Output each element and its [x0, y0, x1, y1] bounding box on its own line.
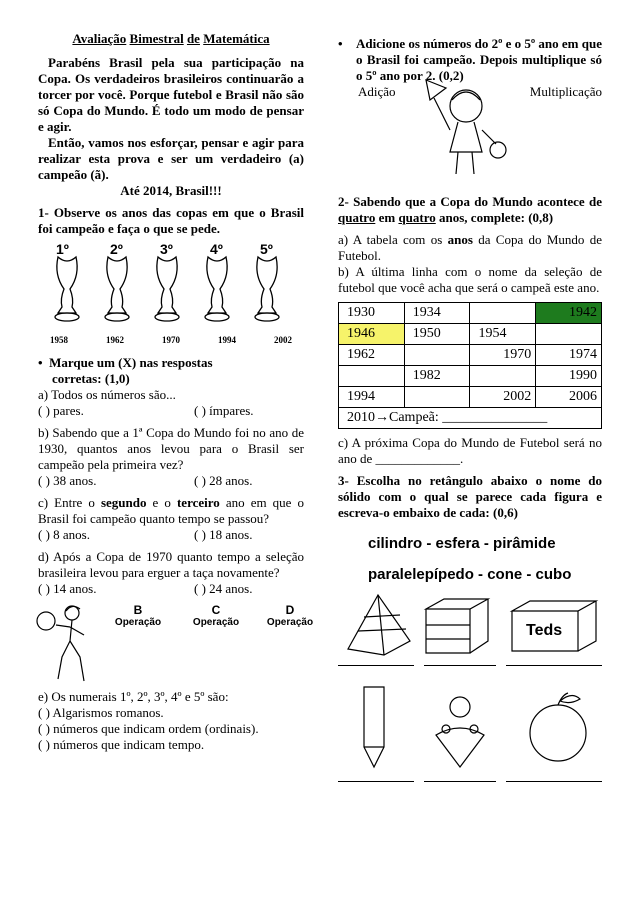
mult-label: Multiplicação	[529, 84, 602, 99]
question-2a: a) A tabela com os anos da Copa do Mundo de Futebol.	[338, 232, 602, 263]
table-cell: 1950	[404, 324, 470, 345]
table-cell: 1994	[339, 387, 405, 408]
option-e3: ( ) números que indicam tempo.	[38, 737, 205, 752]
question-2c: c) A próxima Copa do Mundo de Futebol será no ano de _____________.	[338, 435, 602, 466]
rank-label: 3º	[160, 241, 173, 257]
ice-cream-cone-icon	[430, 689, 490, 769]
solid-names-2: paralelepípedo - cone - cubo	[368, 566, 572, 583]
table-cell: 1962	[339, 345, 405, 366]
table-cell	[470, 303, 536, 324]
orange-icon	[528, 689, 588, 769]
option-e2: ( ) números que indicam ordem (ordinais).	[38, 721, 259, 736]
question-e: e) Os numerais 1º, 2º, 3º, 4º e 5º são:	[38, 689, 229, 704]
table-cell: 1990	[536, 366, 602, 387]
answer-line	[506, 781, 602, 782]
add-mult-area	[338, 84, 602, 188]
operation-d: D Operação	[266, 603, 314, 628]
crate-icon	[422, 595, 494, 657]
answer-line	[506, 665, 602, 666]
operation-b: B Operação	[114, 603, 162, 628]
question-3: 3- Escolha no retângulo abaixo o nome do sólido com o qual se parece cada figura e escreva-o embaixo de cada: (0,6)	[338, 473, 602, 520]
options-c: ( ) 8 anos. ( ) 18 anos.	[38, 527, 253, 542]
table-row	[339, 387, 602, 408]
mark-instruction-2: corretas: (1,0)	[52, 371, 130, 386]
trophy-icons	[38, 255, 304, 325]
table-row	[339, 408, 602, 429]
table-row	[339, 345, 602, 366]
table-last-row: 2010→Campeã: _______________	[339, 408, 602, 429]
table-cell	[339, 366, 405, 387]
intro-text: Parabéns Brasil pela sua participação na Copa. Os verdadeiros brasileiros continuarão a torcer por você. Porque futebol e Brasil não são só Copa do Mundo. É todo um modo de pensar e agir.	[38, 55, 304, 134]
table-cell: 1970	[470, 345, 536, 366]
monica-character-icon	[416, 74, 516, 188]
table-cell: 1930	[339, 303, 405, 324]
answer-line	[338, 665, 414, 666]
question-2b: b) A última linha com o nome da seleção de futebol que você acha que será o campeã este ano.	[338, 264, 602, 295]
solids-figures	[338, 593, 602, 813]
teds-box-icon	[508, 597, 600, 655]
left-column	[38, 0, 314, 753]
rank-label: 4º	[210, 241, 223, 257]
page-title: Avaliação Bimestral de Matemática	[72, 31, 270, 46]
add-label: Adição	[358, 84, 396, 99]
girl-soccer-icon	[32, 601, 102, 687]
question-b: b) Sabendo que a 1ª Copa do Mundo foi no ano de 1930, quantos anos levou para o Brasil ser campeão pela primeira vez?	[38, 425, 304, 472]
table-cell: 1982	[404, 366, 470, 387]
rank-label: 1º	[56, 241, 69, 257]
operations-area	[38, 597, 314, 687]
intro-text-3: Até 2014, Brasil!!!	[120, 183, 222, 198]
box-brand-text: Teds	[526, 622, 563, 639]
question-1: 1- Observe os anos das copas em que o Brasil foi campeão e faça o que se pede.	[38, 205, 304, 236]
table-cell: 1934	[404, 303, 470, 324]
table-cell: 1954	[470, 324, 536, 345]
pencil-icon	[360, 685, 390, 769]
copa-table	[338, 302, 602, 429]
question-c: c) Entre o segundo e o terceiro ano em que o Brasil foi campeão quanto tempo se passou?	[38, 495, 304, 526]
operation-c: C Operação	[192, 603, 240, 628]
table-cell	[536, 324, 602, 345]
table-cell: 1946	[339, 324, 405, 345]
answer-line	[424, 781, 496, 782]
question-2: 2- Sabendo que a Copa do Mundo acontece de quatro em quatro anos, complete: (0,8)	[338, 194, 602, 225]
rank-label: 5º	[260, 241, 273, 257]
table-cell: 2002	[470, 387, 536, 408]
rank-label: 2º	[110, 241, 123, 257]
answer-line	[338, 781, 414, 782]
add-question: • Adicione os números do 2º e o 5º ano em que o Brasil foi campeão. Depois multiplique só o 5º ano por 2. (0,2)	[338, 36, 602, 83]
options-d: ( ) 14 anos. ( ) 24 anos.	[38, 581, 253, 596]
table-row	[339, 303, 602, 324]
option-e1: ( ) Algarismos romanos.	[38, 705, 164, 720]
table-cell: 1974	[536, 345, 602, 366]
answer-line	[424, 665, 496, 666]
table-cell: 1942	[536, 303, 602, 324]
table-cell	[404, 387, 470, 408]
pyramid-icon	[344, 593, 414, 657]
right-column	[338, 0, 602, 813]
trophies-image	[38, 241, 304, 333]
question-a: a) Todos os números são...	[38, 387, 176, 402]
years-row: 1958 1962 1970 1994 2002	[50, 335, 292, 345]
table-cell: 2006	[536, 387, 602, 408]
solid-names-1: cilindro - esfera - pirâmide	[368, 535, 556, 552]
table-cell	[470, 366, 536, 387]
table-cell	[404, 345, 470, 366]
question-d: d) Após a Copa de 1970 quanto tempo a seleção brasileira levou para erguer a taça novamente?	[38, 549, 304, 580]
options-b: ( ) 38 anos. ( ) 28 anos.	[38, 473, 253, 488]
options-a: ( ) pares. ( ) ímpares.	[38, 403, 254, 418]
table-row	[339, 324, 602, 345]
intro-text-2: Então, vamos nos esforçar, pensar e agir para realizar esta prova e ser um verdadeiro (a) campeão (ã).	[38, 135, 304, 182]
mark-instruction: • Marque um (X) nas respostas	[38, 355, 213, 370]
table-row	[339, 366, 602, 387]
